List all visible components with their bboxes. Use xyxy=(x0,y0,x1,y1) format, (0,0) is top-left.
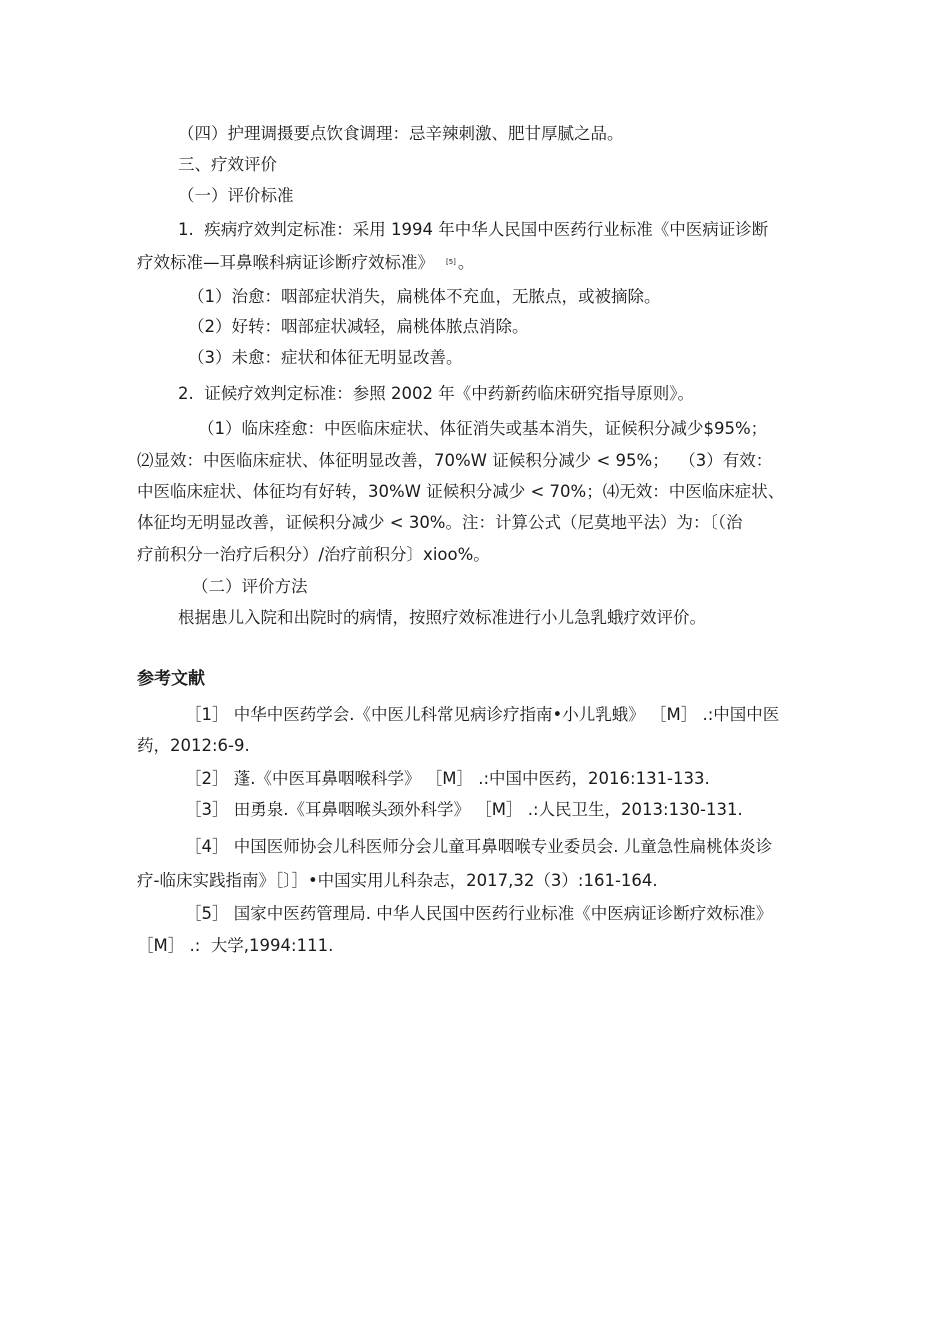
outcome-cured: （1）治愈：咽部症状消失，扁桃体不充血，无脓点，或被摘除。 xyxy=(188,287,661,306)
criteria1-line1: 1. 疾病疗效判定标准：采用 1994 年中华人民国中医药行业标准《中医病证诊断 xyxy=(178,220,769,239)
criteria1-text: 疗效标准—耳鼻喉科病证诊断疗效标准》 xyxy=(137,253,434,272)
criteria1-line2 xyxy=(137,251,474,274)
efficacy-section-title: 三、疗效评价 xyxy=(178,155,277,174)
reference-4-line1: ［4］ 中国医师协会儿科医师分会儿童耳鼻咽喉专业委员会. 儿童急性扁桃体炎诊 xyxy=(185,837,773,856)
syndrome-line4: 体征均无明显改善，证候积分减少 < 30%。注：计算公式（尼莫地平法）为：〔（治 xyxy=(137,513,743,532)
reference-4-line2: 疗-临床实践指南》［〕］•中国实用儿科杂志，2017,32（3）:161-164. xyxy=(137,871,658,890)
syndrome-line3: 中医临床症状、体征均有好转，30%W 证候积分减少 < 70%；⑷无效：中医临床症状、 xyxy=(137,482,785,501)
criteria1-end: 。 xyxy=(457,253,475,272)
syndrome-line5: 疗前积分一治疗后积分）/治疗前积分〕xioo%。 xyxy=(137,545,490,564)
reference-5-line2: ［M］ .: 大学,1994:111. xyxy=(137,936,334,955)
reference-1-line1: ［1］ 中华中医药学会.《中医儿科常见病诊疗指南•小儿乳蛾》 ［M］ .:中国中医 xyxy=(185,705,780,724)
method-text: 根据患儿入院和出院时的病情，按照疗效标准进行小儿急乳蛾疗效评价。 xyxy=(178,608,706,627)
reference-3: ［3］ 田勇泉.《耳鼻咽喉头颈外科学》 ［M］ .:人民卫生，2013:130-131. xyxy=(185,800,743,819)
outcome-uncured: （3）未愈：症状和体征无明显改善。 xyxy=(188,348,463,367)
references-title: 参考文献 xyxy=(137,669,205,689)
reference-1-line2: 药，2012:6-9. xyxy=(137,736,250,755)
outcome-improved: （2）好转：咽部症状减轻，扁桃体脓点消除。 xyxy=(188,317,529,336)
reference-5-line1: ［5］ 国家中医药管理局. 中华人民国中医药行业标准《中医病证诊断疗效标准》 xyxy=(185,904,773,923)
criteria-subtitle: （一）评价标准 xyxy=(178,186,294,205)
criteria2-line1: 2. 证候疗效判定标准：参照 2002 年《中药新药临床研究指导原则》。 xyxy=(178,384,694,403)
method-subtitle: （二）评价方法 xyxy=(192,577,308,596)
syndrome-line2: ⑵显效：中医临床症状、体征明显改善，70%W 证候积分减少 < 95%； （3）有效： xyxy=(137,451,773,470)
citation-ref: [5] xyxy=(446,258,456,266)
nursing-line: （四）护理调摄要点饮食调理：忌辛辣刺激、肥甘厚腻之品。 xyxy=(178,124,624,143)
syndrome-line1: （1）临床痊愈：中医临床症状、体征消失或基本消失，证候积分减少$95%； xyxy=(198,419,768,438)
reference-2: ［2］ 蓬.《中医耳鼻咽喉科学》 ［M］ .:中国中医药，2016:131-133. xyxy=(185,769,710,788)
